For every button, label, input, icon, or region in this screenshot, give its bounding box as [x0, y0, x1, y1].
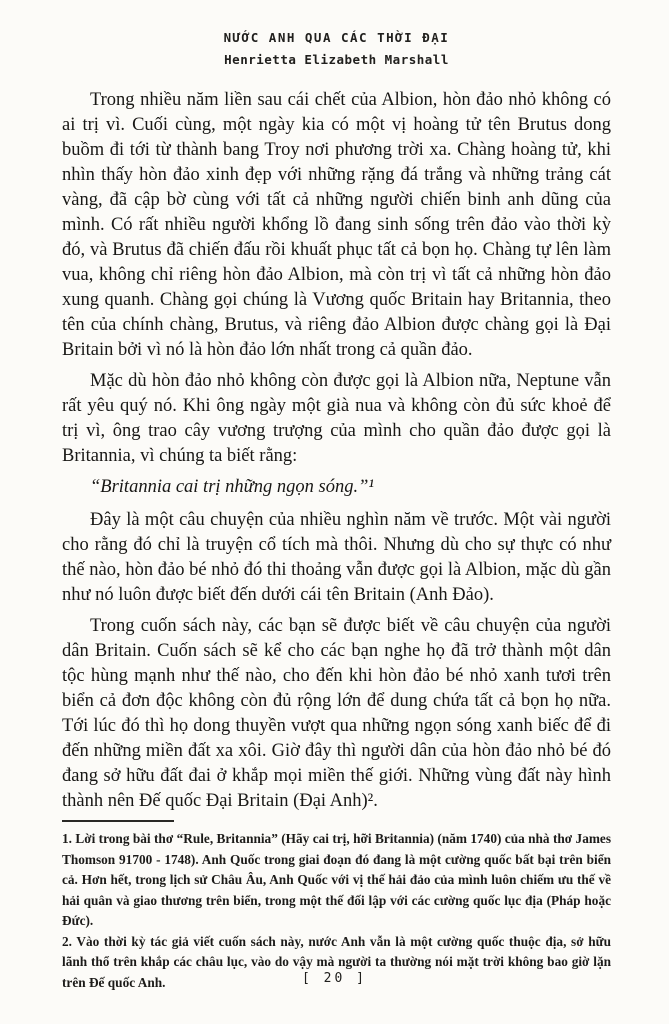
paragraph-1: Trong nhiều năm liền sau cái chết của Albion, hòn đảo nhỏ không có ai trị vì. Cuối cùng, một ngày kia có một vị hoàng tử tên Brutus dong buồm đi tới từ thành bang Troy nơi phương trời xa. Chàng hoàng tử, khi nhìn thấy hòn đảo xinh đẹp với những rặng đá trắng và những trảng cát vàng, đã cập bờ cùng với tất cả những người chiến binh anh dũng của mình. Có rất nhiều người khổng lồ đang sinh sống trên đảo vào thời kỳ đó, và Brutus đã chiến đấu rồi khuất phục tất cả bọn họ. Chàng tự lên làm vua, không chỉ riêng hòn đảo Albion, mà còn trị vì tất cả những hòn đảo xung quanh. Chàng gọi chúng là Vương quốc Britain hay Britannia, theo tên của chính chàng, Brutus, và riêng đảo Albion được chàng gọi là Đại Britain bởi vì nó là hòn đảo lớn nhất trong cả quần đảo.: [62, 90, 611, 360]
page-number: [ 20 ]: [302, 971, 367, 986]
paragraph-3: Đây là một câu chuyện của nhiều nghìn năm về trước. Một vài người cho rằng đó chỉ là truyện cổ tích mà thôi. Nhưng dù cho sự thực có như thế nào, hòn đảo bé nhỏ đó thi thoảng vẫn được gọi là Albion, mặc dù gần như nó luôn được biết đến dưới cái tên Britain (Anh Đảo).: [62, 510, 611, 605]
footnote-2: 2. Vào thời kỳ tác giả viết cuốn sách này, nước Anh vẫn là một cường quốc thuộc địa, sở hữu lãnh thổ trên khắp các châu lục, vào do vậy mà người ta thường nói mặt trời không bao giờ lặn trên Đế quốc Anh.: [62, 933, 611, 990]
page-body: [62, 88, 611, 814]
footnote-1: 1. Lời trong bài thơ “Rule, Britannia” (Hãy cai trị, hỡi Britannia) (năm 1740) của nhà thơ James Thomson 91700 - 1748). Anh Quốc trong giai đoạn đó đang là một cường quốc bất bại trên biển cả. Hơn hết, trong lịch sử Châu Âu, Anh Quốc với vị thế hải đảo của mình luôn chiếm ưu thế về hải quân và giao thương trên biển, trong một thế đối lập với các cường quốc lục địa (Pháp hoặc Đức).: [62, 831, 611, 928]
quote-line: “Britannia cai trị những ngọn sóng.”¹: [90, 477, 374, 497]
paragraph-2: Mặc dù hòn đảo nhỏ không còn được gọi là Albion nữa, Neptune vẫn rất yêu quý nó. Khi ông ngày một già nua và không còn đủ sức khoẻ để trị vì, ông trao cây vương trượng của mình cho quần đảo được gọi là Britannia, vì chúng ta biết rằng:: [62, 371, 611, 466]
footnote-separator: [62, 820, 174, 822]
book-author: Henrietta Elizabeth Marshall: [224, 52, 449, 67]
footnotes-block: [62, 829, 611, 993]
book-title: NƯỚC ANH QUA CÁC THỜI ĐẠI: [223, 30, 450, 45]
page-header: [62, 30, 611, 67]
paragraph-4: Trong cuốn sách này, các bạn sẽ được biết về câu chuyện của người dân Britain. Cuốn sách sẽ kể cho các bạn nghe họ đã trở thành một dân tộc hùng mạnh như thế nào, cho đến khi hòn đảo bé nhỏ xanh tươi trên biển cả đơn độc không còn đủ rộng lớn để dung chứa tất cả bọn họ nữa. Tới lúc đó thì họ dong thuyền vượt qua những ngọn sóng xanh biếc để đi đến những miền đất xa xôi. Giờ đây thì người dân của hòn đảo nhỏ bé đó đang sở hữu đất đai ở khắp mọi miền thế giới. Những vùng đất này hình thành nên Đế quốc Đại Britain (Đại Anh)².: [62, 616, 611, 811]
